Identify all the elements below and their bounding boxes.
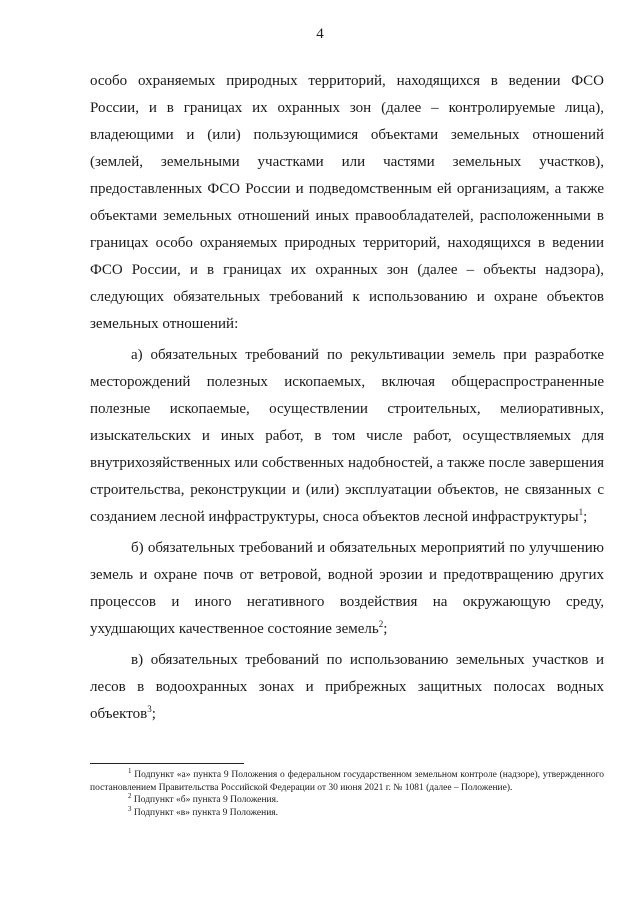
paragraph-item-v [90, 647, 604, 728]
paragraph-text: а) обязательных требований по рекультивации земель при разработке месторождений полезных ископаемых, включая общераспространенные полезные ископаемые, осуществлении строительных, мелиоративных, изыскательских и иных работ, в том числе работ, осуществляемых для внутрихозяйственных или собственных надобностей, а также после завершения строительства, реконструкции и (или) эксплуатации объектов, не связанных с созданием лесной инфраструктуры, сноса объектов лесной инфраструктуры [90, 347, 604, 525]
body-text [90, 68, 604, 728]
paragraph-text: особо охраняемых природных территорий, находящихся в ведении ФСО России, и в границах их охранных зон (далее – контролируемые лица), владеющими и (или) пользующимися объектами земельных отношений (землей, земельными участками или частями земельных участков), предоставленных ФСО России и подведомственным ей организациям, а также объектами земельных отношений иных правообладателей, расположенными в границах особо охраняемых природных территорий, находящихся в ведении ФСО России, и в границах их охранных зон (далее – объекты надзора), следующих обязательных требований к использованию и охране объектов земельных отношений: [90, 73, 604, 332]
footnote-1 [90, 766, 604, 794]
footnote-3 [90, 804, 604, 820]
footnote-text: Подпункт «а» пункта 9 Положения о федеральном государственном земельном контроле (надзоре), утвержденного постановлением Правительства Российской Федерации от 30 июня 2021 г. № 1081 (далее – Положение). [90, 770, 604, 793]
footnote-ref: 1 [578, 507, 584, 517]
footnote-text: Подпункт «б» пункта 9 Положения. [131, 795, 279, 805]
footnote-ref: 3 [147, 704, 152, 714]
footnote-mark: 2 [128, 791, 132, 800]
paragraph-tail: ; [583, 509, 588, 525]
footnote-mark: 1 [128, 766, 132, 775]
paragraph-text: б) обязательных требований и обязательных мероприятий по улучшению земель и охране почв от ветровой, водной эрозии и предотвращению других процессов и иного негативного воздействия на окружающую среду, ухудшающих качественное состояние земель [90, 540, 604, 637]
paragraph-tail: ; [151, 706, 156, 722]
page-number: 4 [316, 26, 324, 42]
paragraph-tail: ; [383, 621, 388, 637]
footnote-separator [90, 763, 244, 764]
footnote-2 [90, 791, 604, 807]
paragraph-text: в) обязательных требований по использованию земельных участков и лесов в водоохранных зонах и прибрежных защитных полосах водных объектов [90, 652, 604, 722]
paragraph-intro [90, 68, 604, 338]
paragraph-item-a [90, 342, 604, 531]
footnote-text: Подпункт «в» пункта 9 Положения. [131, 807, 279, 818]
footnotes [90, 766, 604, 819]
footnote-mark: 3 [128, 804, 132, 813]
footnote-ref: 2 [378, 619, 384, 629]
paragraph-item-b [90, 535, 604, 643]
